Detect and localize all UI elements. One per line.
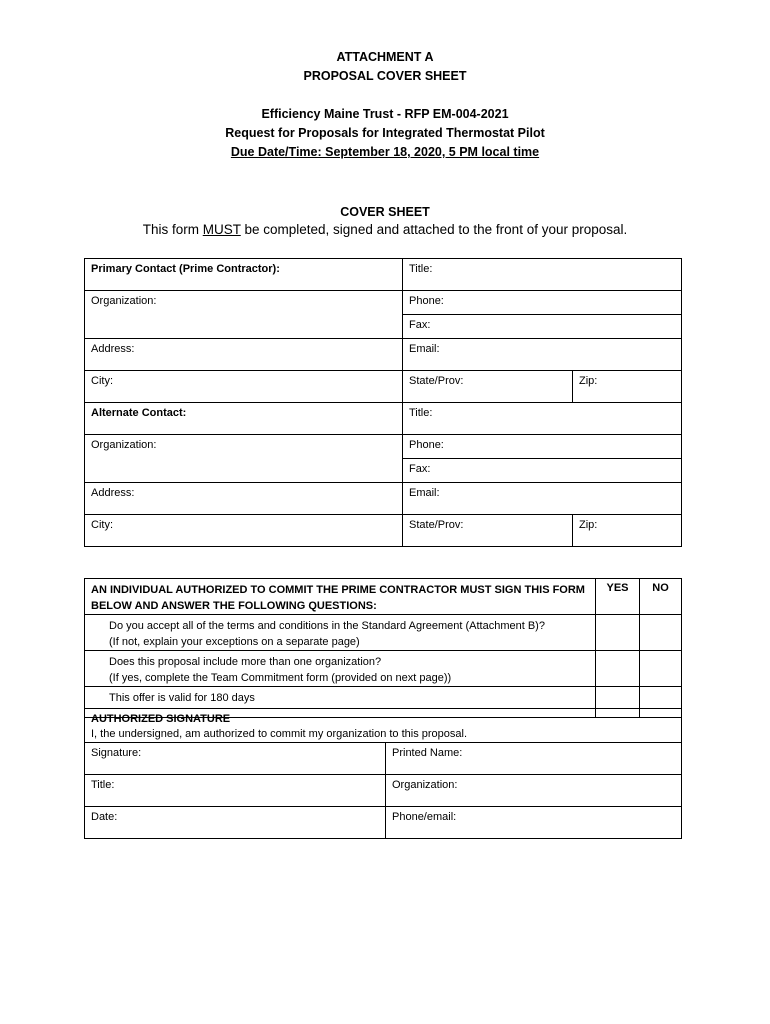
primary-state-field[interactable]: State/Prov: <box>403 371 573 403</box>
question-terms-note: (If not, explain your exceptions on a separate page) <box>109 636 360 648</box>
alternate-state-field[interactable]: State/Prov: <box>403 515 573 547</box>
primary-title-field[interactable]: Title: <box>403 259 682 291</box>
signature-field[interactable]: Signature: <box>85 743 386 775</box>
table-row <box>85 403 682 435</box>
contact-table <box>84 258 682 547</box>
cover-sheet-title: COVER SHEET <box>340 205 430 219</box>
rfp-title: Request for Proposals for Integrated Thermostat Pilot <box>225 126 545 140</box>
table-row <box>85 371 682 403</box>
no-column-header: NO <box>640 579 682 615</box>
rfp-number: Efficiency Maine Trust - RFP EM-004-2021 <box>261 107 509 121</box>
questions-table <box>84 578 682 718</box>
signer-title-field[interactable]: Title: <box>85 775 386 807</box>
primary-address-field[interactable]: Address: <box>85 339 403 371</box>
due-date: Due Date/Time: September 18, 2020, 5 PM local time <box>230 145 540 159</box>
date-field[interactable]: Date: <box>85 807 386 839</box>
table-row <box>85 259 682 291</box>
table-row <box>85 651 682 687</box>
instruction-text <box>0 222 770 237</box>
alternate-title-field[interactable]: Title: <box>403 403 682 435</box>
alternate-city-field[interactable]: City: <box>85 515 403 547</box>
table-row <box>85 579 682 615</box>
sheet-title: PROPOSAL COVER SHEET <box>303 69 467 83</box>
primary-fax-field[interactable]: Fax: <box>403 315 682 339</box>
table-row <box>85 709 682 743</box>
question-organizations-note: (If yes, complete the Team Commitment form (provided on next page)) <box>109 672 452 684</box>
table-row <box>85 615 682 651</box>
primary-contact-field[interactable]: Primary Contact (Prime Contractor): <box>85 259 403 291</box>
instruction-post: be completed, signed and attached to the front of your proposal. <box>240 222 628 237</box>
question-terms-text: Do you accept all of the terms and conditions in the Standard Agreement (Attachment B)? <box>109 620 545 632</box>
primary-zip-field[interactable]: Zip: <box>573 371 682 403</box>
alternate-organization-field[interactable]: Organization: <box>85 435 403 483</box>
alternate-phone-field[interactable]: Phone: <box>403 435 682 459</box>
primary-organization-field[interactable]: Organization: <box>85 291 403 339</box>
instruction-pre: This form <box>142 222 203 237</box>
table-row <box>85 743 682 775</box>
attachment-heading: ATTACHMENT A <box>336 50 434 64</box>
yes-column-header: YES <box>596 579 640 615</box>
primary-city-field[interactable]: City: <box>85 371 403 403</box>
authorized-signature-heading: AUTHORIZED SIGNATURE <box>91 713 231 725</box>
organizations-no-cell[interactable] <box>640 651 682 687</box>
phone-email-field[interactable]: Phone/email: <box>386 807 682 839</box>
signature-table <box>84 708 682 839</box>
table-row <box>85 435 682 459</box>
instruction-must: MUST <box>202 222 241 237</box>
authorized-signature-section <box>85 709 682 743</box>
question-terms <box>85 615 596 651</box>
primary-email-field[interactable]: Email: <box>403 339 682 371</box>
table-row <box>85 483 682 515</box>
authorization-heading: AN INDIVIDUAL AUTHORIZED TO COMMIT THE PRIME CONTRACTOR MUST SIGN THIS FORM BELOW AND ANSWER THE FOLLOWING QUESTIONS: <box>85 579 596 615</box>
question-organizations <box>85 651 596 687</box>
table-row <box>85 339 682 371</box>
table-row <box>85 291 682 315</box>
alternate-contact-field[interactable]: Alternate Contact: <box>85 403 403 435</box>
table-row <box>85 775 682 807</box>
alternate-fax-field[interactable]: Fax: <box>403 459 682 483</box>
primary-phone-field[interactable]: Phone: <box>403 291 682 315</box>
printed-name-field[interactable]: Printed Name: <box>386 743 682 775</box>
signer-organization-field[interactable]: Organization: <box>386 775 682 807</box>
question-validity: This offer is valid for 180 days <box>85 687 596 718</box>
terms-no-cell[interactable] <box>640 615 682 651</box>
organizations-yes-cell[interactable] <box>596 651 640 687</box>
alternate-zip-field[interactable]: Zip: <box>573 515 682 547</box>
table-row <box>85 807 682 839</box>
alternate-email-field[interactable]: Email: <box>403 483 682 515</box>
authorization-statement: I, the undersigned, am authorized to commit my organization to this proposal. <box>91 728 468 740</box>
question-organizations-text: Does this proposal include more than one organization? <box>109 656 382 668</box>
table-row <box>85 515 682 547</box>
terms-yes-cell[interactable] <box>596 615 640 651</box>
alternate-address-field[interactable]: Address: <box>85 483 403 515</box>
